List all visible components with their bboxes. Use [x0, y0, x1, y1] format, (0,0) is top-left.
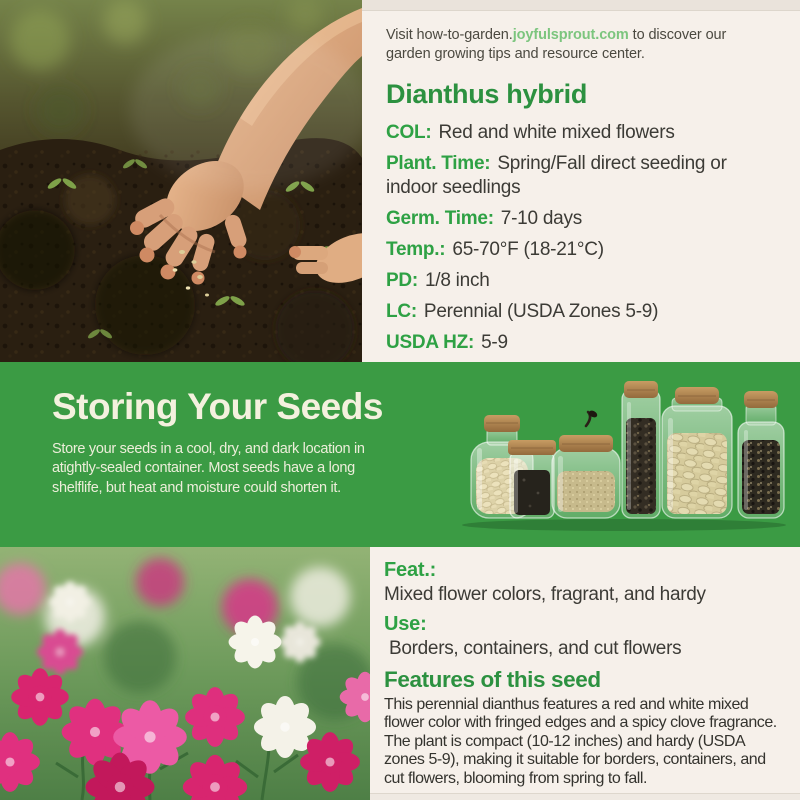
- jar-dark-bottle: [738, 391, 784, 518]
- storing-title: Storing Your Seeds: [52, 386, 383, 427]
- intro-text: [386, 26, 758, 64]
- spec-value: 7-10 days: [500, 207, 582, 229]
- feat-label: Feat.:: [384, 559, 437, 581]
- spec-row-usda-hz: [386, 331, 778, 354]
- storing-band: [0, 362, 800, 547]
- spec-label: USDA HZ:: [386, 332, 475, 354]
- spec-value: Perennial (USDA Zones 5-9): [423, 301, 659, 323]
- spec-label: COL:: [386, 122, 432, 144]
- spec-value: Red and white mixed flowers: [438, 122, 675, 144]
- spec-row-temp: [386, 238, 778, 261]
- spec-row-color: [386, 121, 778, 144]
- flowers-photo-graphic: [0, 547, 370, 800]
- sowing-photo: [0, 0, 362, 362]
- flowers-photo: [0, 547, 370, 800]
- spec-label: LC:: [386, 301, 417, 323]
- plant-info-panel: [362, 0, 800, 362]
- details-panel: [370, 547, 800, 800]
- spec-label: Temp.:: [386, 238, 446, 260]
- spec-label: Germ. Time:: [386, 207, 494, 229]
- top-section: [0, 0, 800, 362]
- features-title: Features of this seed: [384, 667, 601, 692]
- jars-photo: [450, 362, 800, 547]
- intro-suffix: to discover our garden growing tips and resource center.: [386, 27, 727, 63]
- storing-text-block: [0, 362, 450, 547]
- bottom-strip: [370, 793, 800, 800]
- jar-pumpkin: [662, 387, 732, 518]
- spec-value: 5-9: [481, 332, 508, 354]
- use-label: Use:: [384, 613, 427, 635]
- spec-row-pd: [386, 269, 778, 292]
- spec-value: 65-70°F (18-21°C): [452, 238, 604, 260]
- bottom-section: [0, 547, 800, 800]
- features-body: This perennial dianthus features a red and white mixed flower color with fringed edges and a spicy clove fragrance. The plant is compact (10-12 inches) and hardy (USDA zones 5-9), making it suitable for borders, containers, and cut flowers, blooming from spring to fall.: [384, 696, 777, 787]
- jar-sand: [552, 409, 620, 518]
- spec-row-plant-time: [386, 152, 778, 198]
- use-value: Borders, containers, and cut flowers: [389, 638, 682, 659]
- top-strip: [362, 0, 800, 11]
- intro-prefix: Visit how-to-garden.: [386, 27, 513, 43]
- spec-row-lc: [386, 300, 778, 323]
- spec-label: PD:: [386, 270, 418, 292]
- feat-value: Mixed flower colors, fragrant, and hardy: [384, 584, 706, 605]
- jar-tall: [622, 381, 660, 518]
- plant-title: Dianthus hybrid: [386, 79, 588, 110]
- storing-body: Store your seeds in a cool, dry, and dark location in atightly-sealed container. Most seeds have a long shelflife, but heat and moisture could shorten it.: [52, 441, 365, 496]
- spec-row-germ-time: [386, 207, 778, 230]
- seed-jars-graphic: [456, 378, 788, 534]
- sowing-photo-graphic: [0, 0, 362, 362]
- spec-label: Plant. Time:: [386, 153, 491, 175]
- spec-value: Spring/Fall direct seeding or indoor seedlings: [386, 153, 727, 198]
- jar-dark-small: [508, 440, 556, 518]
- spec-value: 1/8 inch: [424, 270, 490, 292]
- spec-list: [386, 121, 778, 354]
- intro-link[interactable]: joyfulsprout.com: [512, 27, 629, 43]
